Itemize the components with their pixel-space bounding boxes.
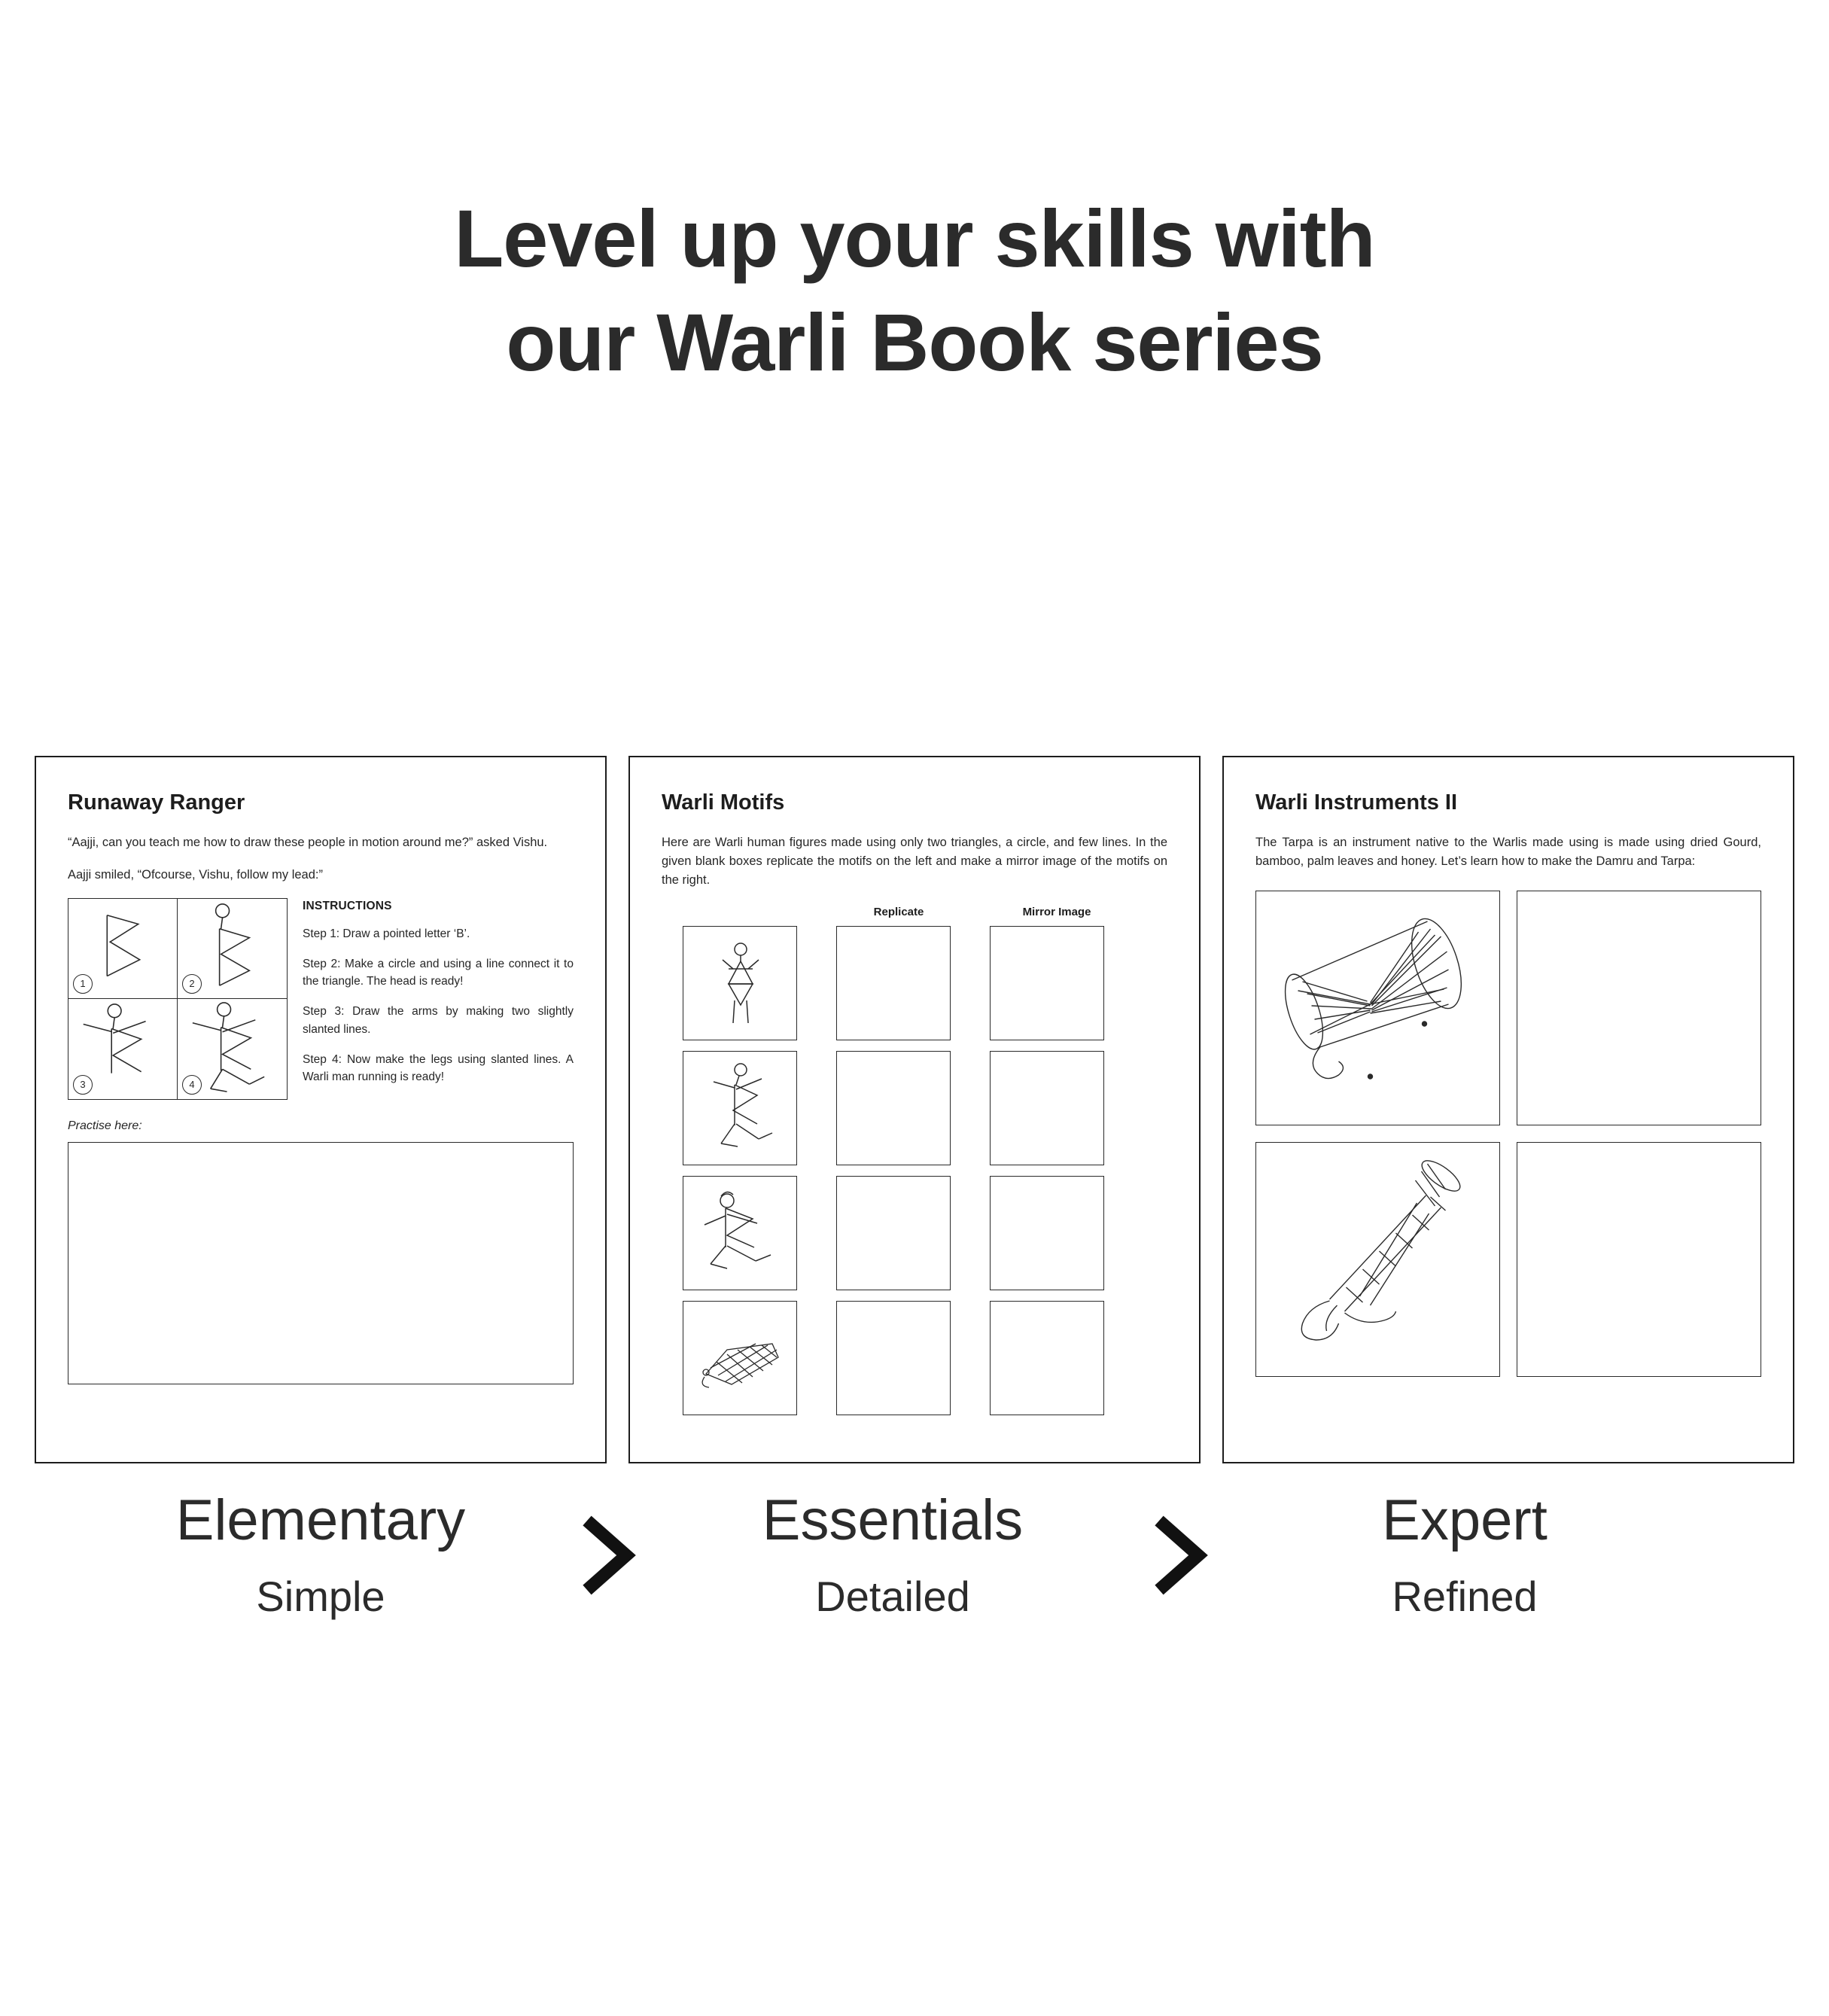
motif-reference-box	[683, 1301, 797, 1415]
book-page-essentials	[628, 756, 1201, 1463]
step-cell	[178, 899, 287, 999]
motif-mirror-box[interactable]	[990, 1051, 1104, 1165]
card-paragraph: “Aajji, can you teach me how to draw these people in motion around me?” asked Vishu.	[68, 836, 548, 849]
level-expert	[1179, 1489, 1751, 1621]
instructions-block	[303, 898, 574, 1100]
motif-replicate-box[interactable]	[836, 1176, 951, 1290]
level-progression	[35, 1489, 1794, 1621]
book-preview-row	[35, 756, 1794, 1463]
motif-mirror-box[interactable]	[990, 1176, 1104, 1290]
instrument-reference-tarpa	[1255, 1142, 1500, 1377]
warli-tarpa-instrument-icon	[683, 1302, 797, 1415]
tarpa-instrument-icon	[1256, 1143, 1499, 1376]
motif-reference-box	[683, 926, 797, 1040]
warli-figure-standing-icon	[683, 927, 797, 1040]
motif-reference-box	[683, 1176, 797, 1290]
motif-replicate-box[interactable]	[836, 1051, 951, 1165]
instrument-practise-box[interactable]	[1517, 1142, 1761, 1377]
column-header-replicate: Replicate	[873, 906, 924, 919]
step-number: 4	[182, 1075, 202, 1095]
motif-replicate-box[interactable]	[836, 1301, 951, 1415]
motif-mirror-box[interactable]	[990, 926, 1104, 1040]
level-name: Essentials	[762, 1488, 1024, 1552]
level-name: Elementary	[175, 1488, 466, 1552]
instrument-practise-box[interactable]	[1517, 891, 1761, 1125]
card-title-elementary: Runaway Ranger	[68, 790, 245, 815]
card-title-essentials: Warli Motifs	[662, 790, 785, 815]
level-essentials	[607, 1489, 1179, 1621]
motif-mirror-box[interactable]	[990, 1301, 1104, 1415]
motif-grid	[662, 926, 1167, 1415]
page-title-line-2: our Warli Book series	[506, 297, 1323, 388]
book-page-expert	[1222, 756, 1794, 1463]
instruction-step: Step 3: Draw the arms by making two slightly slanted lines.	[303, 1005, 574, 1036]
motif-column-headers	[662, 906, 1167, 918]
step-number: 2	[182, 974, 202, 994]
practise-label: Practise here:	[68, 1119, 142, 1132]
book-page-elementary	[35, 756, 607, 1463]
warli-figure-dancing-icon	[683, 1177, 797, 1290]
instructions-heading: INSTRUCTIONS	[303, 899, 392, 912]
spacer	[662, 906, 820, 918]
page-title	[0, 187, 1829, 394]
level-subtitle: Refined	[1392, 1572, 1538, 1620]
steps-and-instructions	[68, 898, 574, 1100]
instruction-step: Step 2: Make a circle and using a line connect it to the triangle. The head is ready!	[303, 957, 574, 988]
warli-figure-running-icon	[683, 1052, 797, 1165]
level-name: Expert	[1382, 1488, 1547, 1552]
instrument-reference-damru	[1255, 891, 1500, 1125]
practise-area[interactable]	[68, 1142, 574, 1384]
step-illustration-grid	[68, 898, 288, 1100]
damru-drum-icon	[1256, 891, 1499, 1125]
step-cell	[178, 999, 287, 1099]
instruction-step: Step 1: Draw a pointed letter ‘B’.	[303, 927, 470, 940]
step-number: 3	[73, 1075, 93, 1095]
level-elementary	[35, 1489, 607, 1621]
column-header-mirror: Mirror Image	[1022, 906, 1091, 919]
level-subtitle: Simple	[256, 1572, 385, 1620]
card-title-expert: Warli Instruments II	[1255, 790, 1458, 815]
step-cell	[68, 899, 178, 999]
card-paragraph: Aajji smiled, “Ofcourse, Vishu, follow my lead:”	[68, 867, 323, 882]
instruction-step: Step 4: Now make the legs using slanted lines. A Warli man running is ready!	[303, 1052, 574, 1083]
step-number: 1	[73, 974, 93, 994]
instrument-grid	[1255, 891, 1761, 1377]
step-cell	[68, 999, 178, 1099]
motif-reference-box	[683, 1051, 797, 1165]
card-paragraph: The Tarpa is an instrument native to the Warlis made using is made using dried Gourd, bamboo, palm leaves and honey. Let’s learn how to make the Damru and Tarpa:	[1255, 836, 1761, 868]
card-paragraph: Here are Warli human figures made using only two triangles, a circle, and few lines. In the given blank boxes replicate the motifs on the left and make a mirror image of the motifs on the right.	[662, 836, 1167, 887]
motif-replicate-box[interactable]	[836, 926, 951, 1040]
page-title-line-1: Level up your skills with	[454, 193, 1375, 284]
level-subtitle: Detailed	[815, 1572, 970, 1620]
